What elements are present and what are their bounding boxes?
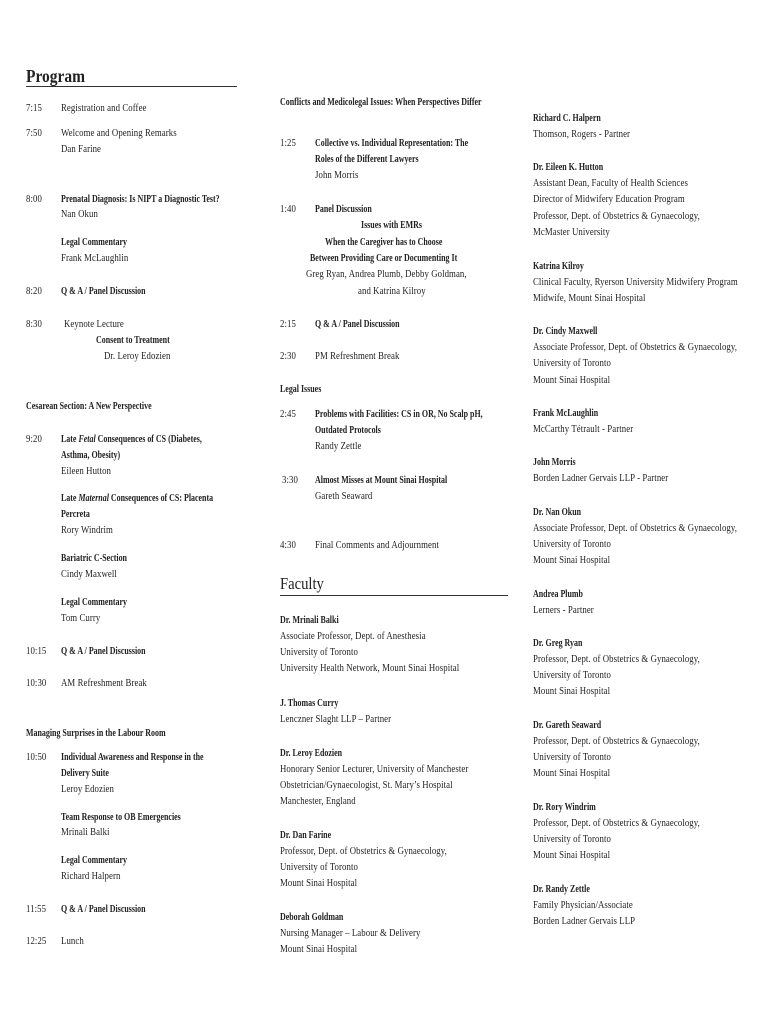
faculty-title: Faculty (280, 574, 324, 593)
session-am-break: AM Refreshment Break (61, 678, 147, 689)
faculty-farine-line3: Mount Sinai Hospital (280, 878, 358, 889)
time-3-30: 3:30 (282, 475, 298, 486)
speaker-bariatric: Cindy Maxwell (61, 569, 117, 580)
speaker-problems: Randy Zettle (315, 441, 362, 452)
faculty-kilroy-line2: Midwife, Mount Sinai Hospital (533, 293, 646, 304)
session-keynote: Keynote Lecture (64, 319, 124, 330)
faculty-windrim-line1: Professor, Dept. of Obstetrics & Gynaecology, (533, 818, 700, 829)
legal-commentary-1: Legal Commentary (61, 237, 127, 248)
section-heading-labour: Managing Surprises in the Labour Room (26, 728, 166, 739)
faculty-ryan-line2: University of Toronto (533, 670, 611, 681)
faculty-maxwell-line3: Mount Sinai Hospital (533, 375, 611, 386)
section-heading-legal: Legal Issues (280, 384, 322, 395)
faculty-balki-line3: University Health Network, Mount Sinai Hospital (280, 663, 460, 674)
faculty-windrim-line2: University of Toronto (533, 834, 611, 845)
session-qa-1: Q & A / Panel Discussion (61, 286, 146, 297)
speakers-panel: Greg Ryan, Andrea Plumb, Debby Goldman, (306, 269, 467, 280)
time-7-50: 7:50 (26, 128, 42, 139)
session-qa-3: Q & A / Panel Discussion (61, 904, 146, 915)
faculty-hutton-line4: McMaster University (533, 227, 610, 238)
time-2-30: 2:30 (280, 351, 296, 362)
faculty-halpern-line1: Thomson, Rogers - Partner (533, 129, 631, 140)
faculty-edozien-name: Dr. Leroy Edozien (280, 748, 343, 759)
faculty-farine-line1: Professor, Dept. of Obstetrics & Gynaecology, (280, 846, 447, 857)
faculty-maxwell-line2: University of Toronto (533, 358, 611, 369)
speaker-late-fetal: Eileen Hutton (61, 466, 112, 477)
session-welcome: Welcome and Opening Remarks (61, 128, 177, 139)
faculty-maxwell-line1: Associate Professor, Dept. of Obstetrics & Gynaecology, (533, 342, 738, 353)
session-late-fetal-line2: Asthma, Obesity) (61, 450, 121, 461)
session-individual-awareness: Individual Awareness and Response in the (61, 752, 204, 763)
faculty-title-rule (280, 595, 508, 596)
faculty-curry-line1: Lenczner Slaght LLP – Partner (280, 714, 392, 725)
faculty-halpern-name: Richard C. Halpern (533, 113, 601, 124)
faculty-okun-line3: Mount Sinai Hospital (533, 555, 611, 566)
speaker-almost-misses: Gareth Seaward (315, 491, 373, 502)
faculty-mclaughlin-name: Frank McLaughlin (533, 408, 599, 419)
time-1-40: 1:40 (280, 204, 296, 215)
speaker-prenatal: Nan Okun (61, 209, 98, 220)
faculty-seaward-line2: University of Toronto (533, 752, 611, 763)
time-8-30: 8:30 (26, 319, 42, 330)
speaker-late-maternal: Rory Windrim (61, 525, 113, 536)
keynote-title: Consent to Treatment (96, 335, 170, 346)
faculty-maxwell-name: Dr. Cindy Maxwell (533, 326, 598, 337)
time-10-30: 10:30 (26, 678, 47, 689)
faculty-seaward-name: Dr. Gareth Seaward (533, 720, 602, 731)
session-problems-line2: Outdated Protocols (315, 425, 381, 436)
legal-commentary-2: Legal Commentary (61, 597, 127, 608)
faculty-edozien-line3: Manchester, England (280, 796, 356, 807)
faculty-seaward-line1: Professor, Dept. of Obstetrics & Gynaecology, (533, 736, 700, 747)
section-heading-cesarean: Cesarean Section: A New Perspective (26, 401, 152, 412)
faculty-goldman-line1: Nursing Manager – Labour & Delivery (280, 928, 421, 939)
session-collective-line2: Roles of the Different Lawyers (315, 154, 419, 165)
faculty-okun-line1: Associate Professor, Dept. of Obstetrics & Gynaecology, (533, 523, 738, 534)
time-11-55: 11:55 (26, 904, 47, 915)
faculty-hutton-line3: Professor, Dept. of Obstetrics & Gynaecology, (533, 211, 700, 222)
time-8-20: 8:20 (26, 286, 42, 297)
speakers-panel-line2: and Katrina Kilroy (358, 286, 426, 297)
time-10-15: 10:15 (26, 646, 47, 657)
time-12-25: 12:25 (26, 936, 47, 947)
faculty-windrim-line3: Mount Sinai Hospital (533, 850, 611, 861)
faculty-windrim-name: Dr. Rory Windrim (533, 802, 596, 813)
faculty-zettle-line1: Family Physician/Associate (533, 900, 633, 911)
section-heading-conflicts: Conflicts and Medicolegal Issues: When Perspectives Differ (280, 97, 482, 108)
speaker-legal-commentary-3: Richard Halpern (61, 871, 121, 882)
speaker-individual-awareness: Leroy Edozien (61, 784, 114, 795)
session-late-maternal-line2: Percreta (61, 509, 90, 520)
faculty-balki-line1: Associate Professor, Dept. of Anesthesia (280, 631, 426, 642)
panel-topic-caregiver: When the Caregiver has to Choose (325, 237, 443, 248)
panel-topic-between: Between Providing Care or Documenting It (310, 253, 458, 264)
session-collective: Collective vs. Individual Representation: The (315, 138, 469, 149)
time-8-00: 8:00 (26, 194, 42, 205)
speaker-legal-commentary-2: Tom Curry (61, 613, 101, 624)
session-pm-break: PM Refreshment Break (315, 351, 400, 362)
legal-commentary-3: Legal Commentary (61, 855, 127, 866)
session-almost-misses: Almost Misses at Mount Sinai Hospital (315, 475, 448, 486)
speaker-legal-commentary-1: Frank McLaughlin (61, 253, 129, 264)
time-9-20: 9:20 (26, 434, 42, 445)
faculty-ryan-line1: Professor, Dept. of Obstetrics & Gynaecology, (533, 654, 700, 665)
faculty-seaward-line3: Mount Sinai Hospital (533, 768, 611, 779)
time-4-30: 4:30 (280, 540, 296, 551)
faculty-okun-line2: University of Toronto (533, 539, 611, 550)
faculty-kilroy-name: Katrina Kilroy (533, 261, 584, 272)
time-2-45: 2:45 (280, 409, 296, 420)
speaker-welcome: Dan Farine (61, 144, 102, 155)
session-team-response: Team Response to OB Emergencies (61, 812, 181, 823)
faculty-farine-line2: University of Toronto (280, 862, 358, 873)
faculty-farine-name: Dr. Dan Farine (280, 830, 332, 841)
faculty-zettle-name: Dr. Randy Zettle (533, 884, 590, 895)
faculty-plumb-line1: Lerners - Partner (533, 605, 594, 616)
time-7-15: 7:15 (26, 103, 42, 114)
faculty-hutton-name: Dr. Eileen K. Hutton (533, 162, 604, 173)
session-qa-4: Q & A / Panel Discussion (315, 319, 400, 330)
speaker-keynote: Dr. Leroy Edozien (104, 351, 171, 362)
faculty-hutton-line2: Director of Midwifery Education Program (533, 194, 685, 205)
faculty-balki-line2: University of Toronto (280, 647, 358, 658)
faculty-zettle-line2: Borden Ladner Gervais LLP (533, 916, 636, 927)
session-late-maternal: Late Maternal Consequences of CS: Placenta (61, 493, 214, 504)
program-title-rule (26, 86, 237, 87)
faculty-morris-line1: Borden Ladner Gervais LLP - Partner (533, 473, 669, 484)
faculty-ryan-name: Dr. Greg Ryan (533, 638, 583, 649)
session-bariatric: Bariatric C-Section (61, 553, 127, 564)
session-prenatal: Prenatal Diagnosis: Is NIPT a Diagnostic Test? (61, 194, 220, 205)
speaker-collective: John Morris (315, 170, 359, 181)
session-panel: Panel Discussion (315, 204, 372, 215)
faculty-kilroy-line1: Clinical Faculty, Ryerson University Midwifery Program (533, 277, 738, 288)
time-10-50: 10:50 (26, 752, 47, 763)
faculty-edozien-line2: Obstetrician/Gynaecologist, St. Mary’s Hospital (280, 780, 453, 791)
faculty-morris-name: John Morris (533, 457, 576, 468)
faculty-ryan-line3: Mount Sinai Hospital (533, 686, 611, 697)
session-lunch: Lunch (61, 936, 84, 947)
faculty-mclaughlin-line1: McCarthy Tétrault - Partner (533, 424, 634, 435)
session-final: Final Comments and Adjournment (315, 540, 440, 551)
faculty-edozien-line1: Honorary Senior Lecturer, University of Manchester (280, 764, 469, 775)
program-title: Program (26, 66, 86, 86)
time-2-15: 2:15 (280, 319, 296, 330)
session-individual-awareness-line2: Delivery Suite (61, 768, 109, 779)
faculty-hutton-line1: Assistant Dean, Faculty of Health Sciences (533, 178, 688, 189)
faculty-balki-name: Dr. Mrinali Balki (280, 615, 339, 626)
session-qa-2: Q & A / Panel Discussion (61, 646, 146, 657)
speaker-team-response: Mrinali Balki (61, 827, 110, 838)
faculty-goldman-line2: Mount Sinai Hospital (280, 944, 358, 955)
session-late-fetal: Late Fetal Consequences of CS (Diabetes, (61, 434, 202, 445)
faculty-curry-name: J. Thomas Curry (280, 698, 339, 709)
faculty-okun-name: Dr. Nan Okun (533, 507, 582, 518)
time-1-25: 1:25 (280, 138, 296, 149)
faculty-goldman-name: Deborah Goldman (280, 912, 344, 923)
panel-topic-emr: Issues with EMRs (361, 220, 422, 231)
session-registration: Registration and Coffee (61, 103, 147, 114)
faculty-plumb-name: Andrea Plumb (533, 589, 583, 600)
session-problems: Problems with Facilities: CS in OR, No Scalp pH, (315, 409, 483, 420)
